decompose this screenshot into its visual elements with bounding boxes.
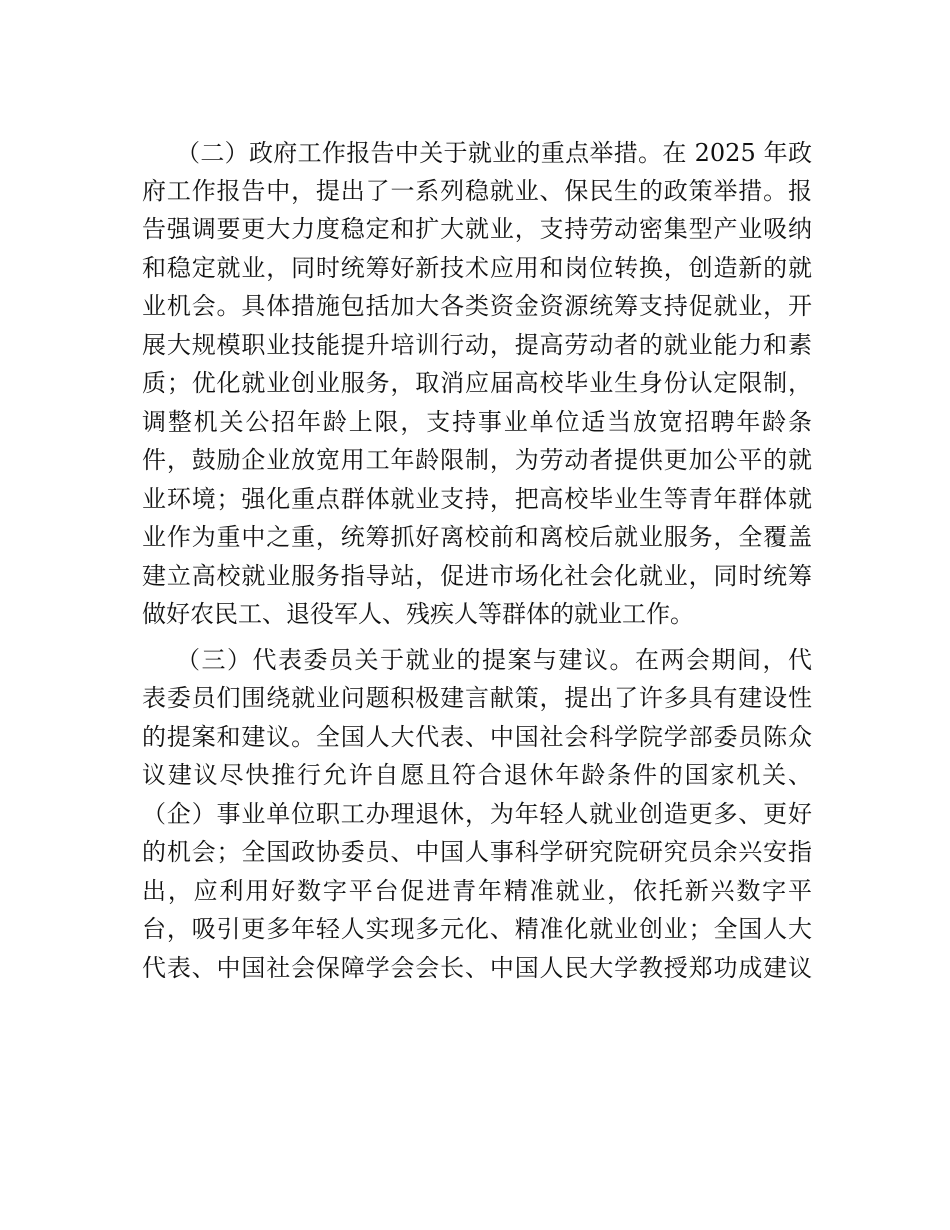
text-line: 的机会；全国政协委员、中国人事科学研究院研究员余兴安指 xyxy=(142,838,812,866)
text-line: 台，吸引更多年轻人实现多元化、精准化就业创业；全国人大 xyxy=(142,915,812,943)
text-line: 展大规模职业技能提升培训行动，提高劳动者的就业能力和素 xyxy=(142,331,812,359)
text-line: 业机会。具体措施包括加大各类资金资源统筹支持促就业，开 xyxy=(142,292,812,320)
text-line: 和稳定就业，同时统筹好新技术应用和岗位转换，创造新的就 xyxy=(142,254,812,282)
text-line: 件，鼓励企业放宽用工年龄限制，为劳动者提供更加公平的就 xyxy=(142,446,812,474)
text-line: 业环境；强化重点群体就业支持，把高校毕业生等青年群体就 xyxy=(142,485,812,513)
text-line: 做好农民工、退役军人、残疾人等群体的就业工作。 xyxy=(142,600,694,628)
text-line: 建立高校就业服务指导站，促进市场化社会化就业，同时统筹 xyxy=(142,562,812,590)
text-line: （二）政府工作报告中关于就业的重点举措。在 2025 年政 xyxy=(176,139,812,167)
text-line: （企）事业单位职工办理退休，为年轻人就业创造更多、更好 xyxy=(142,800,812,828)
text-line: 出，应利用好数字平台促进青年精准就业，依托新兴数字平 xyxy=(142,877,812,905)
text-line: 表委员们围绕就业问题积极建言献策，提出了许多具有建设性 xyxy=(142,684,812,712)
text-line: 代表、中国社会保障学会会长、中国人民大学教授郑功成建议 xyxy=(142,954,812,982)
text-line: （三）代表委员关于就业的提案与建议。在两会期间，代 xyxy=(176,646,812,674)
text-line: 府工作报告中，提出了一系列稳就业、保民生的政策举措。报 xyxy=(142,177,812,205)
text-line: 质；优化就业创业服务，取消应届高校毕业生身份认定限制， xyxy=(142,369,812,397)
text-line: 业作为重中之重，统筹抓好离校前和离校后就业服务，全覆盖 xyxy=(142,523,812,551)
text-line: 告强调要更大力度稳定和扩大就业，支持劳动密集型产业吸纳 xyxy=(142,215,812,243)
text-line: 的提案和建议。全国人大代表、中国社会科学院学部委员陈众 xyxy=(142,723,812,751)
text-line: 调整机关公招年龄上限，支持事业单位适当放宽招聘年龄条 xyxy=(142,408,812,436)
text-line: 议建议尽快推行允许自愿且符合退休年龄条件的国家机关、 xyxy=(142,761,812,789)
